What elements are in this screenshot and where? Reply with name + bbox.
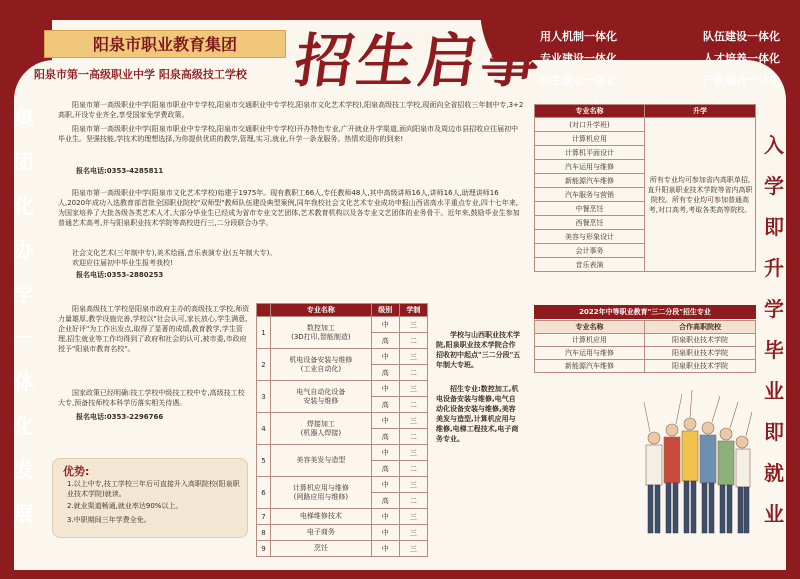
advantage-item: 1.以上中专,技工学校三年后可直接升入高职院校(阳泉职业技术学院)就读。 xyxy=(67,480,240,498)
header-cell: 学制 xyxy=(399,304,427,317)
right-vertical-slogan xyxy=(754,124,794,534)
level-cell: 高 xyxy=(371,461,399,477)
level-cell: 中 xyxy=(371,413,399,429)
major-cell: 汽车运用与维修 xyxy=(535,347,645,360)
table-row xyxy=(535,347,756,360)
years-cell: 三 xyxy=(399,381,427,397)
header-cell: 级别 xyxy=(371,304,399,317)
years-cell: 二 xyxy=(399,333,427,349)
slogan-char: 升 xyxy=(764,255,784,280)
years-cell: 三 xyxy=(399,445,427,461)
table-row xyxy=(257,525,428,541)
three-two-title: 2022年中等职业教育"三二分段"招生专业 xyxy=(534,305,756,319)
slogan-char: 团 xyxy=(14,150,34,174)
years-cell: 二 xyxy=(399,397,427,413)
major-cell: 音乐表演 xyxy=(535,258,645,272)
slogan-char: 学 xyxy=(14,282,34,306)
college-cell: 阳泉职业技术学院 xyxy=(645,347,756,360)
table-row xyxy=(535,360,756,373)
five-year-majors: 招生专业:数控加工,机电设备安装与维修,电气自动化设备安装与维修,美容美发与造型,计算机应用与维修,电梯工程技术,电子商务专业。 xyxy=(436,385,519,443)
slogan-row xyxy=(540,50,780,66)
table-row xyxy=(257,445,428,461)
advantage-item: 2.就业渠道畅通,就业率达90%以上。 xyxy=(67,502,183,510)
tech-paragraph: 阳泉高级技工学校是阳泉市政府主办的高级技工学校,师资力量雄厚,教学设施完善,学校以"社会认可,家长放心,学生满意,企业好评"为工作出发点,取得了显著的成绩,教育教学,学生管理,招生就业等工作均得到了政府和社会的认可,被市委,市政府授予"阳泉市教育名校"。 xyxy=(58,305,250,353)
slogan: 队伍建设一体化 xyxy=(703,30,780,43)
advantages-title: 优势: xyxy=(63,465,90,478)
years-cell: 三 xyxy=(399,509,427,525)
major-cell: 计算机应用 xyxy=(535,334,645,347)
major-cell: 新能源汽车维修 xyxy=(535,174,645,188)
major-name: 焊接加工 (机器人焊接) xyxy=(271,413,372,445)
slogan: 专业建设一体化 xyxy=(540,52,617,65)
slogan-char: 即 xyxy=(764,214,784,239)
major-cell: 中餐烹饪 xyxy=(535,202,645,216)
row-number: 1 xyxy=(257,317,271,349)
slogan-char: 学 xyxy=(764,296,784,321)
slogan-char: 发 xyxy=(14,458,34,482)
table-row xyxy=(535,118,756,132)
major-cell: 会计事务 xyxy=(535,244,645,258)
years-cell: 三 xyxy=(399,525,427,541)
row-number: 8 xyxy=(257,525,271,541)
upgrade-note: 所有专业均可参加省内高职单招,直升阳泉职业技术学院等省内高职院校。所有专业均可参加普通高考,对口高考,考取各类高等院校。 xyxy=(645,118,756,272)
major-cell: 汽车服务与营销 xyxy=(535,188,645,202)
page-title: 招生启事 xyxy=(290,27,549,95)
table-row xyxy=(257,477,428,493)
upgrade-body xyxy=(535,118,756,272)
row-number: 2 xyxy=(257,349,271,381)
slogan-char: 化 xyxy=(14,414,34,438)
art-paragraph: 欢迎应往届初中毕业生报考我校! xyxy=(72,259,173,267)
row-number: 4 xyxy=(257,413,271,445)
slogan-char: 即 xyxy=(764,419,784,444)
slogan-char: 学 xyxy=(764,173,784,198)
years-cell: 二 xyxy=(399,493,427,509)
students-illustration xyxy=(638,388,754,538)
level-cell: 中 xyxy=(371,317,399,333)
slogan-char: 毕 xyxy=(764,337,784,362)
table-row xyxy=(257,381,428,397)
level-cell: 高 xyxy=(371,365,399,381)
years-cell: 二 xyxy=(399,461,427,477)
table-row xyxy=(535,334,756,347)
years-cell: 三 xyxy=(399,413,427,429)
level-cell: 高 xyxy=(371,397,399,413)
advantage-item: 3.中职期间三年学费全免。 xyxy=(67,516,151,524)
years-cell: 二 xyxy=(399,365,427,381)
header-cell: 专业名称 xyxy=(271,304,372,317)
slogan: 用人机制一体化 xyxy=(540,30,617,43)
slogan: 人才培养一体化 xyxy=(703,52,780,65)
table-row xyxy=(257,509,428,525)
intro-phone: 报名电话:0353-4285811 xyxy=(76,167,164,175)
slogan-row xyxy=(540,72,780,88)
advantages-box xyxy=(52,458,248,538)
years-cell: 三 xyxy=(399,541,427,557)
group-name: 阳泉市职业教育集团 xyxy=(92,35,237,54)
level-cell: 中 xyxy=(371,509,399,525)
slogan: 产教融合一体化 xyxy=(703,74,780,87)
slogan-char: 业 xyxy=(764,378,784,403)
college-cell: 阳泉职业技术学院 xyxy=(645,360,756,373)
art-phone: 报名电话:0353-2880253 xyxy=(76,271,164,279)
level-cell: 中 xyxy=(371,541,399,557)
college-cell: 阳泉职业技术学院 xyxy=(645,334,756,347)
left-vertical-slogan xyxy=(6,96,42,536)
major-name: 电梯维修技术 xyxy=(271,509,372,525)
five-year-paragraph: 学校与山西职业技术学院,阳泉职业技术学院合作招收初中起点"三二分段"五年制大专班。 xyxy=(436,331,521,369)
tech-paragraph: 国家政策已经明确:技工学校中级技工校中专,高级技工校大专,预备技师校本科学历落实相关待遇。 xyxy=(58,389,245,407)
major-name: 烹饪 xyxy=(271,541,372,557)
slogan-char: 业 xyxy=(764,501,784,526)
slogan-row xyxy=(540,28,780,44)
header-cell: 升学 xyxy=(645,105,756,118)
major-cell: 美容与形象设计 xyxy=(535,230,645,244)
major-cell: (对口升学班) xyxy=(535,118,645,132)
level-cell: 中 xyxy=(371,477,399,493)
level-cell: 中 xyxy=(371,445,399,461)
table-row xyxy=(257,413,428,429)
slogan-char: 集 xyxy=(14,106,34,130)
table-row xyxy=(257,349,428,365)
level-cell: 高 xyxy=(371,333,399,349)
slogan-char: 展 xyxy=(14,502,34,526)
major-cell: 计算机平面设计 xyxy=(535,146,645,160)
header-cell xyxy=(257,304,271,317)
row-number: 5 xyxy=(257,445,271,477)
tech-phone: 报名电话:0353-2296766 xyxy=(76,413,164,421)
row-number: 9 xyxy=(257,541,271,557)
table-row xyxy=(257,317,428,333)
row-number: 6 xyxy=(257,477,271,509)
slogan-char: 入 xyxy=(764,132,784,157)
level-cell: 中 xyxy=(371,381,399,397)
group-name-box xyxy=(44,30,286,58)
major-name: 机电设备安装与维修 (工业自动化) xyxy=(271,349,372,381)
header-cell: 专业名称 xyxy=(535,105,645,118)
years-cell: 三 xyxy=(399,349,427,365)
slogan: 招生就业一体化 xyxy=(540,74,617,87)
intro-paragraph: 阳泉市第一高级职业中学(阳泉市职业中专学校,阳泉市交通职业中专学校,阳泉市文化艺术学校),阳泉高级技工学校,现面向全省招收三年制中专,3+2高职,开设专业齐全,享受国家免学费政策。 xyxy=(58,101,524,119)
header-cell: 合作高职院校 xyxy=(645,321,756,334)
row-number: 7 xyxy=(257,509,271,525)
major-cell: 新能源汽车维修 xyxy=(535,360,645,373)
major-cell: 汽车运用与维修 xyxy=(535,160,645,174)
years-cell: 三 xyxy=(399,317,427,333)
level-cell: 高 xyxy=(371,429,399,445)
major-cell: 计算机应用 xyxy=(535,132,645,146)
row-number: 3 xyxy=(257,381,271,413)
slogan-char: 就 xyxy=(764,460,784,485)
major-name: 美容美发与造型 xyxy=(271,445,372,477)
major-cell: 西餐烹饪 xyxy=(535,216,645,230)
major-name: 数控加工 (3D打印,智能制造) xyxy=(271,317,372,349)
upgrade-table xyxy=(534,104,756,272)
art-paragraph: 阳泉市第一高级职业中学(阳泉市文化艺术学校)始建于1975年。现有教职工66人,专任教师48人,其中高级讲师16人,讲师16人,助理讲师16人,2020年成功入选教育部首批全国职业院校"双师型"教师队伍建设典型案例,同年我校社会文化艺术专业成功申报山西省高水平重点专业,四十七年来,为国家培养了大批各级各类艺术人才,大部分毕业生已经成为省市专业文艺团体,艺术教育机构以及各专业文艺团体的业务骨干。近年来,鼓励毕业生参加普通艺术高考,并与阳泉职业技术学院等高校进行三,二分段联合办学。 xyxy=(58,189,520,227)
header-cell: 专业名称 xyxy=(535,321,645,334)
major-name: 电气自动化设备 安装与维修 xyxy=(271,381,372,413)
slogans xyxy=(540,28,780,94)
majors-table xyxy=(256,303,428,557)
school-names: 阳泉市第一高级职业中学 阳泉高级技工学校 xyxy=(34,68,247,81)
slogan-char: 体 xyxy=(14,370,34,394)
level-cell: 中 xyxy=(371,525,399,541)
art-paragraph: 社会文化艺术(三年制中专),美术绘画,音乐表演专业(五年制大专)。 xyxy=(72,249,277,257)
majors-body xyxy=(257,317,428,557)
years-cell: 二 xyxy=(399,429,427,445)
intro-paragraph: 阳泉市第一高级职业中学(阳泉市职业中专学校,阳泉市交通职业中专学校)开办特色专业,广开就业升学渠道,面向阳泉市及周边市县招收应往届初中毕业生。坚强技能,学技术的理想选择,为你提供优质的教学,管理,实习,就业,升学一条龙服务。热情欢迎你的到来! xyxy=(58,125,519,143)
table-row xyxy=(257,541,428,557)
level-cell: 高 xyxy=(371,493,399,509)
slogan-char: 办 xyxy=(14,238,34,262)
slogan-char: 一 xyxy=(14,326,34,350)
three-two-table xyxy=(534,320,756,373)
years-cell: 三 xyxy=(399,477,427,493)
level-cell: 中 xyxy=(371,349,399,365)
major-name: 计算机应用与维修 (网路应用与维修) xyxy=(271,477,372,509)
slogan-char: 化 xyxy=(14,194,34,218)
major-name: 电子商务 xyxy=(271,525,372,541)
